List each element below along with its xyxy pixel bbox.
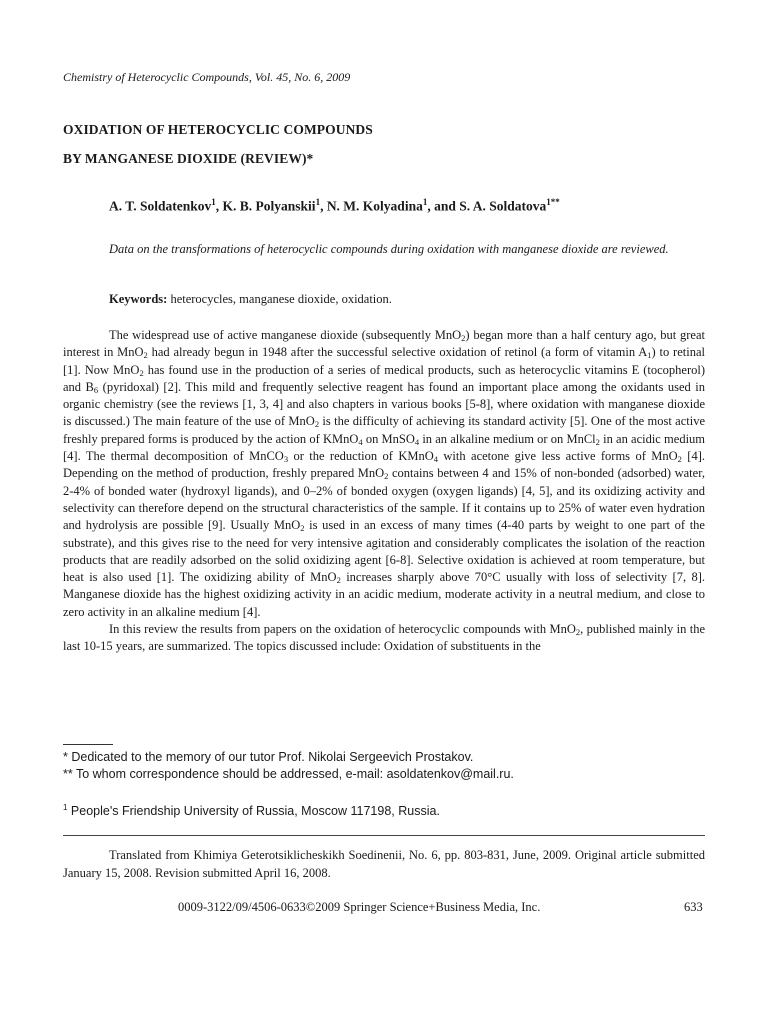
- body-paragraph-1: The widespread use of active manganese dioxide (subsequently MnO$_2$) began more than a half century ago, but great interest in MnO$_2$ had already begun in 1948 after the successful selective oxidation of retinol (a form of vitamin $A_1$) to retinal [1]. Now MnO$_2$ has found use in the production of a series of medical products, such as heterocyclic vitamins E (tocopherol) and $B_6$ (pyridoxal) [2]. This mild and frequently selective reagent has found an important place among the oxidants used in organic chemistry (see the reviews [1, 3, 4] and also chapters in various books [5-8], where oxidation with manganese dioxide is discussed.) The main feature of the use of MnO$_2$ is the difficulty of achieving its standard activity [5]. One of the most active freshly prepared forms is produced by the action of KMnO$_4$ on MnSO$_4$ in an alkaline medium or on MnCl$_2$ in an acidic medium [4]. The thermal decomposition of MnCO$_3$ or the reduction of KMnO$_4$ with acetone give less active forms of MnO$_2$ [4]. Depending on the method of production, freshly prepared MnO$_2$ contains between 4 and 15% of non-bonded (adsorbed) water, 2-4% of bonded water (hydroxyl ligands), and 0–2% of bonded oxygen (oxygen ligands) [4, 5], and its oxidizing activity and selectivity can therefore depend on the structural characteristics of the sample. If it contains up to 25% of water even hydration and hydrolysis are possible [9]. Usually MnO$_2$ is used in an excess of many times (4-40 parts by weight to one part of the substrate), and this gives rise to the need for very intensive agitation and considerably complicates the isolation of the reaction products that are readily adsorbed on the solid oxidizing agent [6-8]. Selective oxidation is achieved at room temperature, but heat is also used [1]. The oxidizing ability of MnO$_2$ increases sharply above 70°C usually with loss of selectivity [7, 8]. Manganese dioxide has the highest oxidizing activity in an acidic medium, moderate activity in a neutral medium, and close to zero activity in an alkaline medium [4].: [63, 328, 706, 619]
- footnote-rule: [63, 744, 113, 745]
- footnote-dedication: * Dedicated to the memory of our tutor Prof. Nikolai Sergeevich Prostakov.: [63, 750, 474, 764]
- copyright-line: 0009-3122/09/4506-0633©2009 Springer Science+Business Media, Inc.: [178, 900, 541, 914]
- separator-rule: [63, 835, 705, 836]
- keywords-list: heterocycles, manganese dioxide, oxidation.: [167, 292, 392, 306]
- author-name: K. B. Polyanskii: [222, 198, 316, 214]
- affiliation-text: People's Friendship University of Russia, Moscow 117198, Russia.: [67, 804, 440, 819]
- page-number: 633: [684, 900, 703, 914]
- footnote-correspondence: ** To whom correspondence should be addressed, e-mail: asoldatenkov@mail.ru.: [63, 767, 514, 781]
- affiliation-mark: 1: [63, 803, 68, 812]
- author-separator: , and: [427, 198, 460, 214]
- author-separator: ,: [215, 198, 223, 214]
- article-title-line-2: BY MANGANESE DIOXIDE (REVIEW)*: [63, 151, 314, 166]
- author-affiliation-mark: 1: [211, 197, 216, 207]
- author-name: A. T. Soldatenkov: [109, 198, 212, 214]
- author-separator: ,: [320, 198, 327, 214]
- article-title-line-1: OXIDATION OF HETEROCYCLIC COMPOUNDS: [63, 122, 373, 137]
- author-name: S. A. Soldatova: [459, 198, 547, 214]
- translation-note: [63, 846, 705, 882]
- footnote-affiliation: [63, 803, 440, 818]
- author-affiliation-mark: 1**: [546, 197, 560, 207]
- author-list: [109, 197, 560, 215]
- body-paragraph-2: In this review the results from papers on the oxidation of heterocyclic compounds with MnO$_2$, published mainly in the last 10-15 years, are summarized. The topics discussed include: Oxidation of substituents in the: [63, 622, 705, 654]
- journal-header: Chemistry of Heterocyclic Compounds, Vol. 45, No. 6, 2009: [63, 70, 351, 84]
- abstract: Data on the transformations of heterocyclic compounds during oxidation with manganese dioxide are reviewed.: [109, 242, 669, 256]
- translation-note-text: Translated from Khimiya Geterotsiklicheskikh Soedinenii, No. 6, pp. 803-831, June, 2009. Original article submitted January 15, 2008. Revision submitted April 16, 2008.: [63, 848, 705, 880]
- body-text: [63, 327, 705, 656]
- author-affiliation-mark: 1: [422, 197, 428, 207]
- author-name: N. M. Kolyadina: [326, 198, 423, 214]
- author-affiliation-mark: 1: [315, 197, 321, 207]
- keywords: [109, 292, 392, 307]
- keywords-label: Keywords:: [109, 292, 168, 306]
